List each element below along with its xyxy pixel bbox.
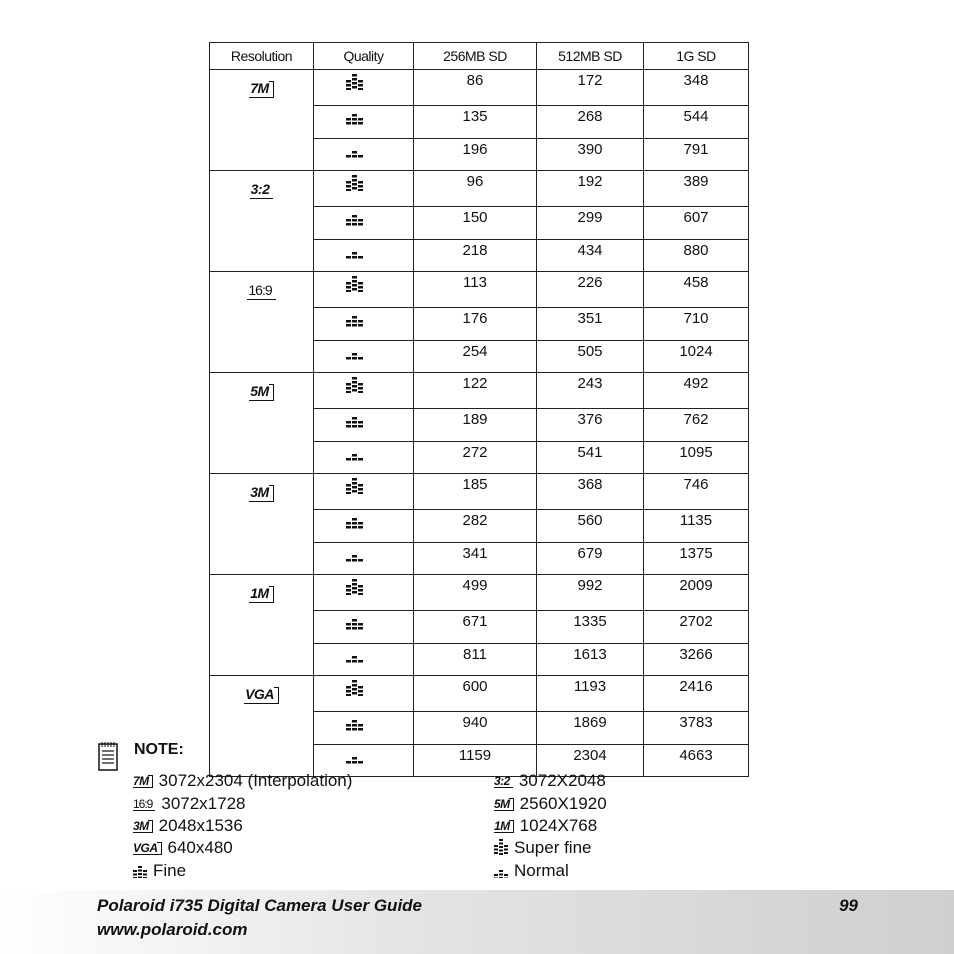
capacity-cell: 348: [644, 70, 749, 106]
capacity-cell: 560: [537, 510, 644, 543]
quality-cell: [314, 611, 414, 644]
capacity-cell: 880: [644, 240, 749, 272]
legend-item: [133, 816, 243, 836]
legend-text: Super fine: [514, 838, 592, 857]
resolution-cell: [210, 474, 314, 575]
quality-cell: [314, 308, 414, 341]
legend-item: [133, 861, 186, 881]
legend-badge: VGA: [133, 842, 162, 855]
legend-text: 3072X2048: [518, 771, 606, 790]
resolution-cell: [210, 373, 314, 474]
capacity-cell: 1613: [537, 644, 644, 676]
footer-title: Polaroid i735 Digital Camera User Guide: [97, 896, 423, 915]
normal-icon: [346, 547, 363, 563]
super-fine-icon: [346, 276, 363, 292]
quality-cell: [314, 474, 414, 510]
fine-icon: [346, 110, 363, 126]
quality-cell: [314, 373, 414, 409]
quality-cell: [314, 543, 414, 575]
capacity-cell: 1024: [644, 341, 749, 373]
legend-item: [133, 838, 233, 858]
quality-cell: [314, 510, 414, 543]
capacity-cell: 113: [414, 272, 537, 308]
capacity-cell: 458: [644, 272, 749, 308]
legend-text: 640x480: [167, 838, 233, 857]
resolution-cell: [210, 676, 314, 777]
quality-cell: [314, 240, 414, 272]
super-fine-icon: [346, 579, 363, 595]
capacity-cell: 176: [414, 308, 537, 341]
normal-icon: [346, 749, 363, 765]
capacity-cell: 1869: [537, 712, 644, 745]
legend-text: 2560X1920: [519, 794, 607, 813]
resolution-cell: [210, 171, 314, 272]
capacity-cell: 150: [414, 207, 537, 240]
capacity-cell: 2009: [644, 575, 749, 611]
capacity-cell: 389: [644, 171, 749, 207]
quality-cell: [314, 70, 414, 106]
capacity-cell: 390: [537, 139, 644, 171]
note-title: NOTE:: [134, 741, 184, 758]
legend-item: [133, 771, 352, 791]
header-512mb: 512MB SD: [537, 43, 644, 70]
capacity-cell: 499: [414, 575, 537, 611]
capacity-cell: 368: [537, 474, 644, 510]
quality-cell: [314, 171, 414, 207]
super-fine-icon: [346, 680, 363, 696]
capacity-cell: 434: [537, 240, 644, 272]
capacity-cell: 282: [414, 510, 537, 543]
fine-icon: [133, 864, 147, 878]
capacity-cell: 811: [414, 644, 537, 676]
resolution-cell: [210, 70, 314, 171]
resolution-cell: [210, 575, 314, 676]
capacity-cell: 544: [644, 106, 749, 139]
capacity-cell: 671: [414, 611, 537, 644]
capacity-cell: 607: [644, 207, 749, 240]
legend-item: [494, 838, 592, 858]
fine-icon: [346, 716, 363, 732]
table-row: [210, 171, 749, 207]
storage-capacity-table: [209, 42, 749, 777]
super-fine-icon: [346, 377, 363, 393]
quality-cell: [314, 272, 414, 308]
capacity-cell: 2416: [644, 676, 749, 712]
capacity-cell: 122: [414, 373, 537, 409]
capacity-cell: 600: [414, 676, 537, 712]
capacity-cell: 541: [537, 442, 644, 474]
capacity-cell: 218: [414, 240, 537, 272]
capacity-cell: 376: [537, 409, 644, 442]
resolution-cell: [210, 272, 314, 373]
capacity-cell: 226: [537, 272, 644, 308]
quality-cell: [314, 644, 414, 676]
capacity-cell: 135: [414, 106, 537, 139]
capacity-cell: 992: [537, 575, 644, 611]
capacity-cell: 1193: [537, 676, 644, 712]
quality-cell: [314, 409, 414, 442]
legend-item: [494, 771, 606, 791]
capacity-cell: 1135: [644, 510, 749, 543]
normal-icon: [346, 244, 363, 260]
capacity-cell: 272: [414, 442, 537, 474]
quality-cell: [314, 442, 414, 474]
fine-icon: [346, 615, 363, 631]
capacity-cell: 2702: [644, 611, 749, 644]
table-row: [210, 676, 749, 712]
legend-badge: 5M: [494, 798, 514, 811]
normal-icon: [346, 648, 363, 664]
resolution-badge: 1M: [249, 586, 273, 603]
header-resolution: Resolution: [210, 43, 314, 70]
quality-cell: [314, 676, 414, 712]
quality-cell: [314, 712, 414, 745]
capacity-cell: 3783: [644, 712, 749, 745]
normal-icon: [494, 864, 508, 878]
fine-icon: [346, 312, 363, 328]
capacity-cell: 299: [537, 207, 644, 240]
legend-badge: 16:9: [133, 798, 155, 811]
legend-text: 3072x2304 (Interpolation): [158, 771, 353, 790]
header-1g: 1G SD: [644, 43, 749, 70]
resolution-badge: 16:9: [247, 283, 275, 300]
legend-text: Fine: [153, 861, 187, 880]
table-row: [210, 373, 749, 409]
table-row: [210, 575, 749, 611]
capacity-cell: 1159: [414, 745, 537, 777]
capacity-cell: 96: [414, 171, 537, 207]
capacity-cell: 243: [537, 373, 644, 409]
resolution-badge: 7M: [249, 81, 273, 98]
legend-item: [494, 816, 597, 836]
table-row: [210, 474, 749, 510]
super-fine-icon: [346, 478, 363, 494]
capacity-cell: 791: [644, 139, 749, 171]
capacity-cell: 86: [414, 70, 537, 106]
resolution-badge: VGA: [244, 687, 279, 704]
header-256mb: 256MB SD: [414, 43, 537, 70]
footer-url[interactable]: www.polaroid.com: [97, 920, 248, 939]
fine-icon: [346, 413, 363, 429]
table-row: [210, 70, 749, 106]
super-fine-icon: [346, 175, 363, 191]
capacity-cell: 3266: [644, 644, 749, 676]
legend-badge: 7M: [133, 775, 153, 788]
capacity-cell: 351: [537, 308, 644, 341]
notepad-icon: [98, 741, 118, 771]
capacity-cell: 679: [537, 543, 644, 575]
capacity-cell: 940: [414, 712, 537, 745]
legend-badge: 3:2: [494, 775, 513, 788]
legend-text: Normal: [514, 861, 569, 880]
legend-item: [494, 794, 607, 814]
capacity-cell: 1335: [537, 611, 644, 644]
quality-cell: [314, 207, 414, 240]
capacity-cell: 1095: [644, 442, 749, 474]
table-row: [210, 272, 749, 308]
legend-text: 3072x1728: [161, 794, 246, 813]
capacity-cell: 196: [414, 139, 537, 171]
capacity-cell: 505: [537, 341, 644, 373]
capacity-cell: 192: [537, 171, 644, 207]
fine-icon: [346, 514, 363, 530]
normal-icon: [346, 446, 363, 462]
capacity-cell: 710: [644, 308, 749, 341]
resolution-badge: 5M: [249, 384, 273, 401]
capacity-cell: 341: [414, 543, 537, 575]
legend-item: [133, 794, 246, 814]
quality-cell: [314, 139, 414, 171]
quality-cell: [314, 341, 414, 373]
legend-text: 1024X768: [519, 816, 598, 835]
quality-cell: [314, 106, 414, 139]
capacity-cell: 1375: [644, 543, 749, 575]
capacity-cell: 185: [414, 474, 537, 510]
fine-icon: [346, 211, 363, 227]
legend-badge: 3M: [133, 820, 153, 833]
header-quality: Quality: [314, 43, 414, 70]
capacity-cell: 2304: [537, 745, 644, 777]
capacity-cell: 492: [644, 373, 749, 409]
capacity-cell: 746: [644, 474, 749, 510]
legend-badge: 1M: [494, 820, 514, 833]
resolution-badge: 3:2: [250, 182, 274, 199]
legend-item: [494, 861, 569, 881]
super-fine-icon: [346, 74, 363, 90]
super-fine-icon: [494, 841, 508, 855]
quality-cell: [314, 575, 414, 611]
capacity-cell: 762: [644, 409, 749, 442]
capacity-cell: 4663: [644, 745, 749, 777]
capacity-cell: 172: [537, 70, 644, 106]
resolution-badge: 3M: [249, 485, 273, 502]
page-number: 99: [839, 896, 858, 915]
table-header-row: [210, 43, 749, 70]
legend-text: 2048x1536: [158, 816, 243, 835]
capacity-cell: 254: [414, 341, 537, 373]
capacity-cell: 268: [537, 106, 644, 139]
normal-icon: [346, 143, 363, 159]
capacity-cell: 189: [414, 409, 537, 442]
normal-icon: [346, 345, 363, 361]
